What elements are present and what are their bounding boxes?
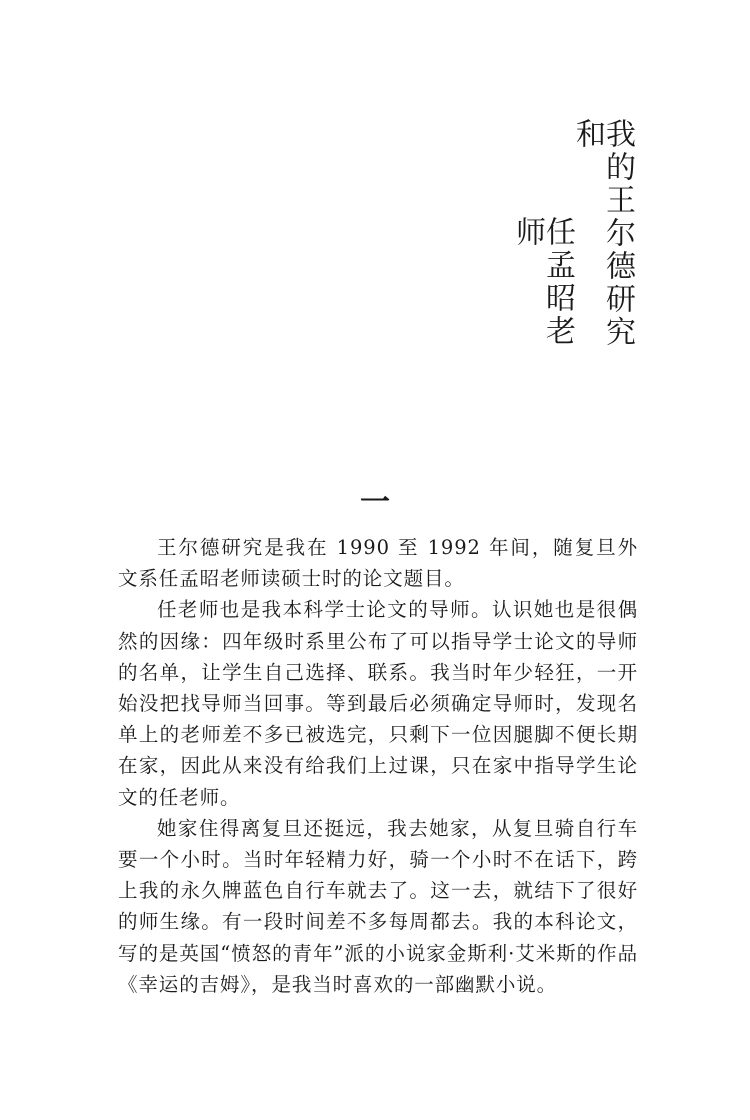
section-number: 一 <box>360 485 390 520</box>
chapter-title <box>510 118 635 378</box>
chapter-title-line-2: 任孟昭老师 <box>510 216 575 348</box>
paragraph: 她家住得离复旦还挺远，我去她家，从复旦骑自行车要一个小时。当时年轻精力好，骑一个小时不在话下，跨上我的永久牌蓝色自行车就去了。这一去，就结下了很好的师生缘。有一段时间差不多每周都去。我的本科论文，写的是英国“愤怒的青年”派的小说家金斯利·艾米斯的作品《幸运的吉姆》，是我当时喜欢的一部幽默小说。 <box>118 816 638 996</box>
paragraph: 任老师也是我本科学士论文的导师。认识她也是很偶然的因缘：四年级时系里公布了可以指导学士论文的导师的名单，让学生自己选择、联系。我当时年少轻狂，一开始没把找导师当回事。等到最后必须确定导师时，发现名单上的老师差不多已被选完，只剩下一位因腿脚不便长期在家，因此从来没有给我们上过课，只在家中指导学生论文的任老师。 <box>118 598 638 809</box>
paragraph: 王尔德研究是我在 1990 至 1992 年间，随复旦外文系任孟昭老师读硕士时的论文题目。 <box>118 536 638 591</box>
body-text <box>118 532 638 1000</box>
chapter-title-line-1: 我的王尔德研究和 <box>570 118 635 349</box>
